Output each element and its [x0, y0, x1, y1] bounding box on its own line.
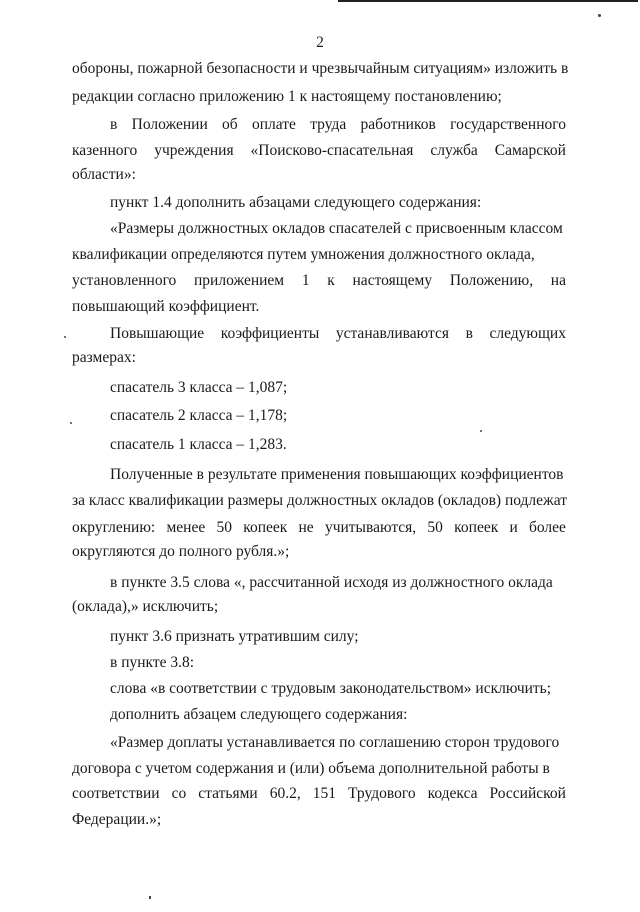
text-line-28: соответствии со статьями 60.2, 151 Трудового кодекса Российской — [72, 785, 566, 802]
text-line-10: повышающий коэффициент. — [72, 298, 260, 315]
text-line-13: спасатель 3 класса – 1,087; — [110, 379, 288, 396]
text-line-5: области»: — [72, 166, 136, 183]
text-line-16: Полученные в результате применения повышающих коэффициентов — [110, 466, 564, 483]
text-line-19: округляются до полного рубля.»; — [72, 543, 290, 560]
text-line-20: в пункте 3.5 слова «, рассчитанной исходя из должностного оклада — [110, 574, 553, 591]
text-line-2: редакции согласно приложению 1 к настоящему постановлению; — [72, 88, 502, 105]
text-line-26: «Размер доплаты устанавливается по соглашению сторон трудового — [110, 734, 560, 751]
text-line-12: размерах: — [72, 349, 136, 366]
text-line-7: «Размеры должностных окладов спасателей с присвоенным классом — [110, 220, 563, 237]
scan-speck — [149, 896, 151, 899]
scan-speck — [480, 430, 482, 432]
text-line-18: округлению: менее 50 копеек не учитываются, 50 копеек и более — [72, 519, 566, 536]
text-line-25: дополнить абзацем следующего содержания: — [110, 706, 408, 723]
text-line-9: установленного приложением 1 к настоящему Положению, на — [72, 272, 566, 289]
scan-speck — [70, 422, 72, 424]
text-line-17: за класс квалификации размеры должностных окладов (окладов) подлежат — [72, 492, 568, 509]
text-line-29: Федерации.»; — [72, 811, 162, 828]
text-line-3: в Положении об оплате труда работников государственного — [110, 116, 566, 133]
scan-top-rule — [338, 0, 638, 2]
text-line-11: Повышающие коэффициенты устанавливаются в следующих — [110, 325, 566, 342]
text-line-24: слова «в соответствии с трудовым законодательством» исключить; — [110, 680, 552, 697]
text-line-6: пункт 1.4 дополнить абзацами следующего содержания: — [110, 194, 482, 211]
page-number: 2 — [316, 34, 324, 51]
text-line-27: договора с учетом содержания и (или) объема дополнительной работы в — [72, 760, 550, 777]
text-line-21: (оклада),» исключить; — [72, 598, 219, 615]
text-line-23: в пункте 3.8: — [110, 654, 195, 671]
text-line-4: казенного учреждения «Поисково-спасательная служба Самарской — [72, 142, 566, 159]
text-line-1: обороны, пожарной безопасности и чрезвычайным ситуациям» изложить в — [72, 60, 569, 77]
text-line-8: квалификации определяются путем умножения должностного оклада, — [72, 246, 535, 263]
text-line-15: спасатель 1 класса – 1,283. — [110, 436, 287, 453]
text-line-14: спасатель 2 класса – 1,178; — [110, 407, 288, 424]
scan-speck — [64, 336, 66, 338]
text-line-22: пункт 3.6 признать утратившим силу; — [110, 628, 359, 645]
scan-speck — [598, 14, 601, 17]
